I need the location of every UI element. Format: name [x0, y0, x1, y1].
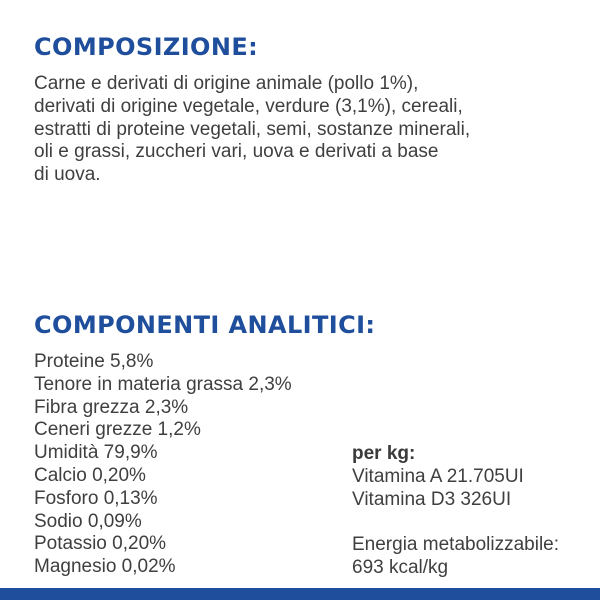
composition-line: derivati di origine vegetale, verdure (3,1%), cereali, — [34, 95, 463, 117]
analytic-item-potassio: Potassio 0,20% — [34, 533, 167, 555]
analytics-heading: COMPONENTI ANALITICI: — [34, 311, 376, 339]
vitamin-a: Vitamina A 21.705UI — [352, 465, 524, 487]
per-kg-title: per kg: — [352, 443, 416, 464]
vitamin-d3: Vitamina D3 326UI — [352, 488, 512, 510]
composition-line: Carne e derivati di origine animale (pollo 1%), — [34, 73, 419, 94]
composition-text — [34, 73, 594, 187]
energy-label: Energia metabolizzabile: — [352, 534, 560, 556]
analytic-item-calcio: Calcio 0,20% — [34, 464, 146, 486]
analytic-item-grassi: Tenore in materia grassa 2,3% — [34, 373, 292, 395]
spacer — [352, 511, 559, 534]
analytic-item-proteine: Proteine 5,8% — [34, 351, 154, 372]
analytic-item-fibra: Fibra grezza 2,3% — [34, 396, 189, 418]
analytic-item-fosforo: Fosforo 0,13% — [34, 487, 158, 509]
composition-line: estratti di proteine vegetali, semi, sostanze minerali, — [34, 118, 471, 140]
composition-heading: COMPOSIZIONE: — [34, 33, 259, 61]
analytic-item-sodio: Sodio 0,09% — [34, 510, 142, 532]
analytic-item-umidita: Umidità 79,9% — [34, 442, 158, 464]
analytic-item-magnesio: Magnesio 0,02% — [34, 556, 176, 578]
composition-line: di uova. — [34, 164, 101, 186]
analytic-item-ceneri: Ceneri grezze 1,2% — [34, 419, 201, 441]
energy-value: 693 kcal/kg — [352, 556, 449, 578]
analytics-list — [34, 351, 292, 579]
per-kg-block — [352, 443, 559, 580]
composition-line: oli e grassi, zuccheri vari, uova e derivati a base — [34, 141, 439, 163]
bottom-bar — [0, 588, 600, 600]
